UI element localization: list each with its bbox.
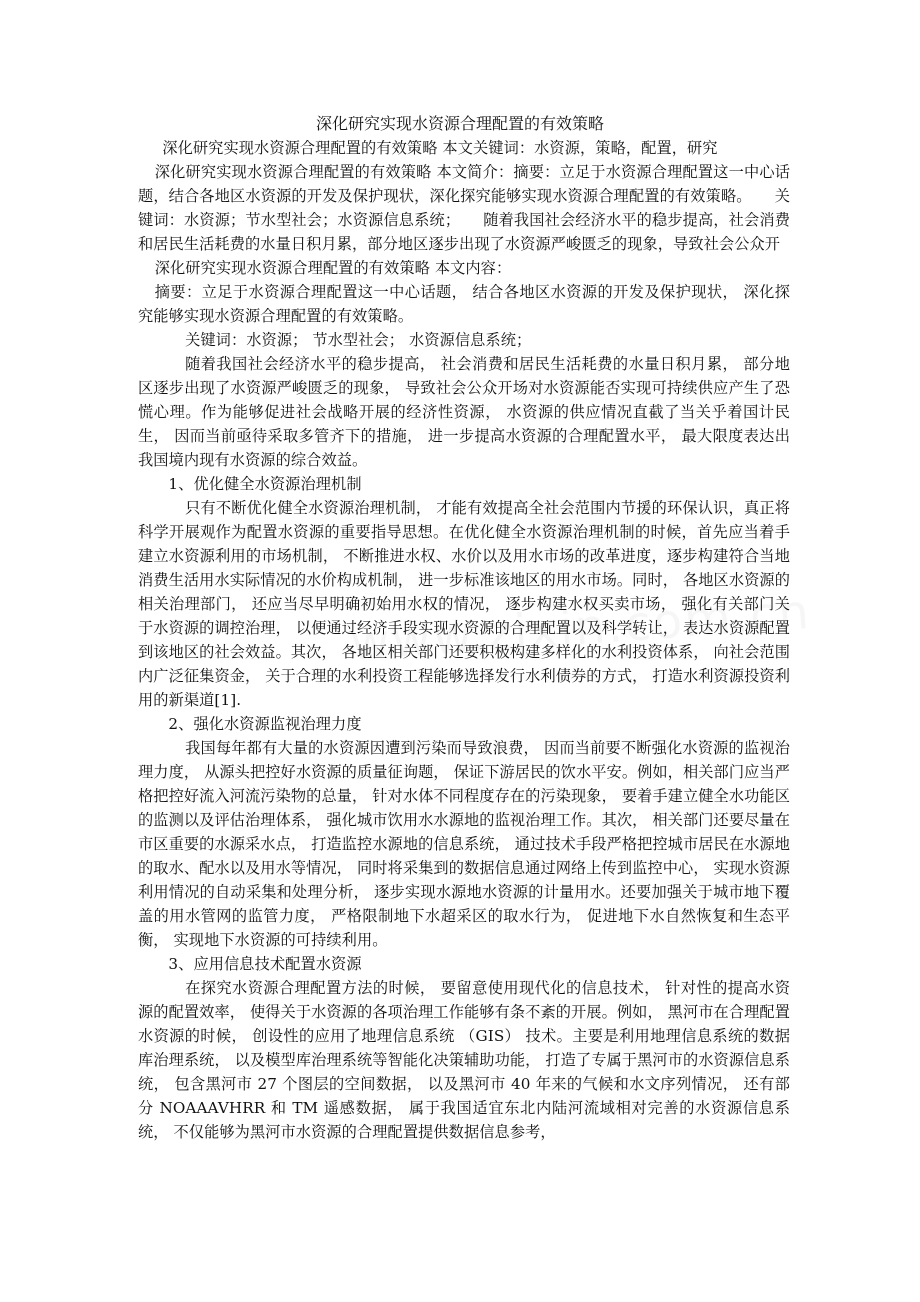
document-body <box>138 136 790 1144</box>
body-paragraph: 只有不断优化健全水资源治理机制， 才能有效提高全社会范围内节援的环保认识，真正将科学开展观作为配置水资源的重要指导思想。在优化健全水资源治理机制的时候，首先应当着手建立水资源利用的市场机制， 不断推进水权、水价以及用水市场的改革进度，逐步构建符合当地消费生活用水实际情况的水价构成机制， 进一步标准该地区的用水市场。同时， 各地区水资源的相关治理部门， 还应当尽早明确初始用水权的情况， 逐步构建水权买卖市场， 强化有关部门关于水资源的调控治理， 以便通过经济手段实现水资源的合理配置以及科学转让， 表达水资源配置到该地区的社会效益。其次， 各地区相关部门还要积极构建多样化的水利投资体系， 向社会范围内广泛征集资金， 关于合理的水利投资工程能够选择发行水利债券的方式， 打造水利资源投资利用的新渠道[1]. <box>138 499 790 709</box>
content-intro: 深化研究实现水资源合理配置的有效策略 本文内容： <box>154 259 512 277</box>
body-paragraph: 在探究水资源合理配置方法的时候， 要留意使用现代化的信息技术， 针对性的提高水资源的配置效率， 使得关于水资源的各项治理工作能够有条不紊的开展。例如， 黑河市在合理配置水资源的时候， 创设性的应用了地理信息系统 （GIS） 技术。主要是利用地理信息系统的数据库治理系统， 以及模型库治理系统等智能化决策辅助功能， 打造了专属于黑河市的水资源信息系统， 包含黑河市 27 个图层的空间数据， 以及黑河市 40 年来的气候和水文序列情况， 还有部分 NOAAAVHRR 和 TM 遥感数据， 属于我国适宜东北内陆河流域相对完善的水资源信息系统， 不仅能够为黑河市水资源的合理配置提供数据信息参考， <box>138 979 790 1141</box>
document-title: 深化研究实现水资源合理配置的有效策略 <box>315 114 604 133</box>
keywords-line: 深化研究实现水资源合理配置的有效策略 本文关键词：水资源，策略，配置，研究 <box>162 139 718 157</box>
section-heading: 2、强化水资源监视治理力度 <box>168 715 362 733</box>
section-heading: 1、优化健全水资源治理机制 <box>168 475 362 493</box>
keywords-paragraph: 关键词：水资源； 节水型社会； 水资源信息系统； <box>185 331 532 349</box>
body-paragraph: 随着我国社会经济水平的稳步提高， 社会消费和居民生活耗费的水量日积月累， 部分地区逐步出现了水资源严峻匮乏的现象， 导致社会公众开场对水资源能否实现可持续供应产生了恐慌心理。作为能够促进社会战略开展的经济性资源， 水资源的供应情况直截了当关乎着国计民生， 因而当前亟待采取多管齐下的措施， 进一步提高水资源的合理配置水平， 最大限度表达出我国境内现有水资源的综合效益。 <box>138 355 790 469</box>
summary-paragraph: 深化研究实现水资源合理配置的有效策略 本文简介：摘要：立足于水资源合理配置这一中心话题，结合各地区水资源的开发及保护现状，深化探究能够实现水资源合理配置的有效策略。 关键词：水资源；节水型社会；水资源信息系统； 随着我国社会经济水平的稳步提高，社会消费和居民生活耗费的水量日积月累，部分地区逐步出现了水资源严峻匮乏的现象，导致社会公众开 <box>138 163 790 253</box>
body-paragraph: 我国每年都有大量的水资源因遭到污染而导致浪费， 因而当前要不断强化水资源的监视治理力度， 从源头把控好水资源的质量征询题， 保证下游居民的饮水平安。例如，相关部门应当严格把控好流入河流污染物的总量， 针对水体不同程度存在的污染现象， 要着手建立健全水功能区的监测以及评估治理体系， 强化城市饮用水水源地的监视治理工作。其次， 相关部门还要尽量在市区重要的水源采水点， 打造监控水源地的信息系统， 通过技术手段严格把控城市居民在水源地的取水、配水以及用水等情况， 同时将采集到的数据信息通过网络上传到监控中心， 实现水资源利用情况的自动采集和处理分析， 逐步实现水源地水资源的计量用水。还要加强关于城市地下覆盖的用水管网的监管力度， 严格限制地下水超采区的取水行为， 促进地下水自然恢复和生态平衡， 实现地下水资源的可持续利用。 <box>138 739 790 949</box>
section-heading: 3、应用信息技术配置水资源 <box>168 955 362 973</box>
abstract-paragraph: 摘要：立足于水资源合理配置这一中心话题， 结合各地区水资源的开发及保护现状， 深化探究能够实现水资源合理配置的有效策略。 <box>138 283 790 325</box>
